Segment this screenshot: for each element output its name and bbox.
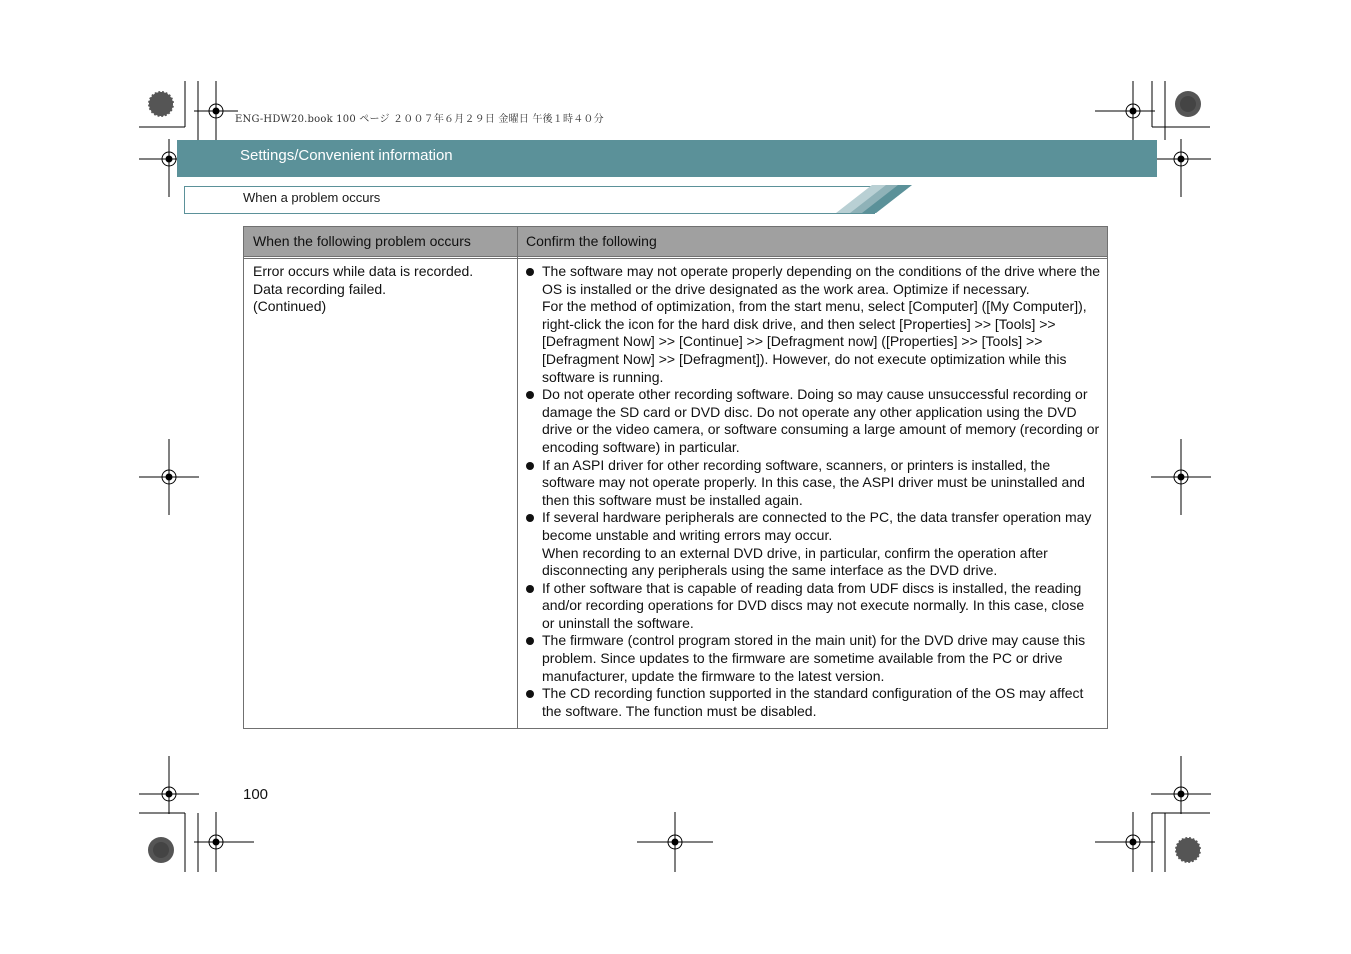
bullet-icon [526,268,534,276]
problem-line: Data recording failed. [253,280,387,297]
item-text: Do not operate other recording software. Doing so may cause unsuccessful recording or damage the SD card or DVD disc. Do not operate any other application using the DVD drive or the video camera, or software consuming a large amount of memory (recording or encoding software) in particular. [542,386,1100,455]
list-item [526,632,1100,685]
problem-line: (Continued) [253,298,327,315]
problem-line: Error occurs while data is recorded. [253,263,474,279]
section-title: Settings/Convenient information [240,147,453,164]
item-text: The software may not operate properly depending on the conditions of the drive where the OS is installed or the drive designated as the work area. Optimize if necessary. [542,263,1101,297]
item-note: When recording to an external DVD drive, in particular, confirm the operation after disconnecting any peripherals using the same interface as the DVD drive. [542,544,1048,579]
item-note: For the method of optimization, from the start menu, select [Computer] ([My Computer]), right-click the icon for the hard disk drive, and then select [Properties] >> [Tools] >> [Defragment Now] >> [Continue] >> [Defragment now] ([Properties] >> [Tools] >> [Defragment Now] >> [Defragment]). However, do not execute optimization while this software is running. [542,298,1087,385]
item-text: If other software that is capable of reading data from UDF discs is installed, the reading and/or recording operations for DVD discs may not execute normally. In this case, close or uninstall the software. [542,579,1085,631]
bullet-icon [526,462,534,470]
bullet-icon [526,637,534,645]
column-divider [517,227,518,728]
troubleshooting-table [243,226,1108,729]
item-text: The CD recording function supported in the standard configuration of the OS may affect the software. The function must be disabled. [542,685,1084,719]
list-item [526,685,1100,720]
list-item [526,580,1100,633]
bullet-icon [526,690,534,698]
problem-cell [253,263,508,316]
item-text: If an ASPI driver for other recording software, scanners, or printers is installed, the software may not operate properly. In this case, the ASPI driver must be uninstalled and then this software must be installed again. [542,456,1085,508]
subsection-stripes [836,185,916,215]
header-confirm: Confirm the following [526,233,657,249]
print-header: ENG-HDW20.book 100 ページ ２００７年６月２９日 金曜日 午後１時４０分 [235,114,604,125]
header-divider [244,258,1107,259]
bullet-icon [526,585,534,593]
page-number: 100 [243,786,269,803]
list-item [526,263,1100,386]
bullet-icon [526,514,534,522]
list-item [526,509,1100,579]
table-header-row [244,227,1107,257]
bullet-icon [526,391,534,399]
list-item [526,386,1100,456]
list-item [526,457,1100,510]
subsection-title: When a problem occurs [243,190,381,205]
item-text: The firmware (control program stored in the main unit) for the DVD drive may cause this problem. Since updates to the firmware are sometime available from the PC or drive manufacturer, update the firmware to the latest version. [542,632,1086,684]
confirm-list [526,263,1100,720]
header-problem: When the following problem occurs [253,233,471,249]
item-text: If several hardware peripherals are connected to the PC, the data transfer operation may become unstable and writing errors may occur. [542,509,1092,543]
